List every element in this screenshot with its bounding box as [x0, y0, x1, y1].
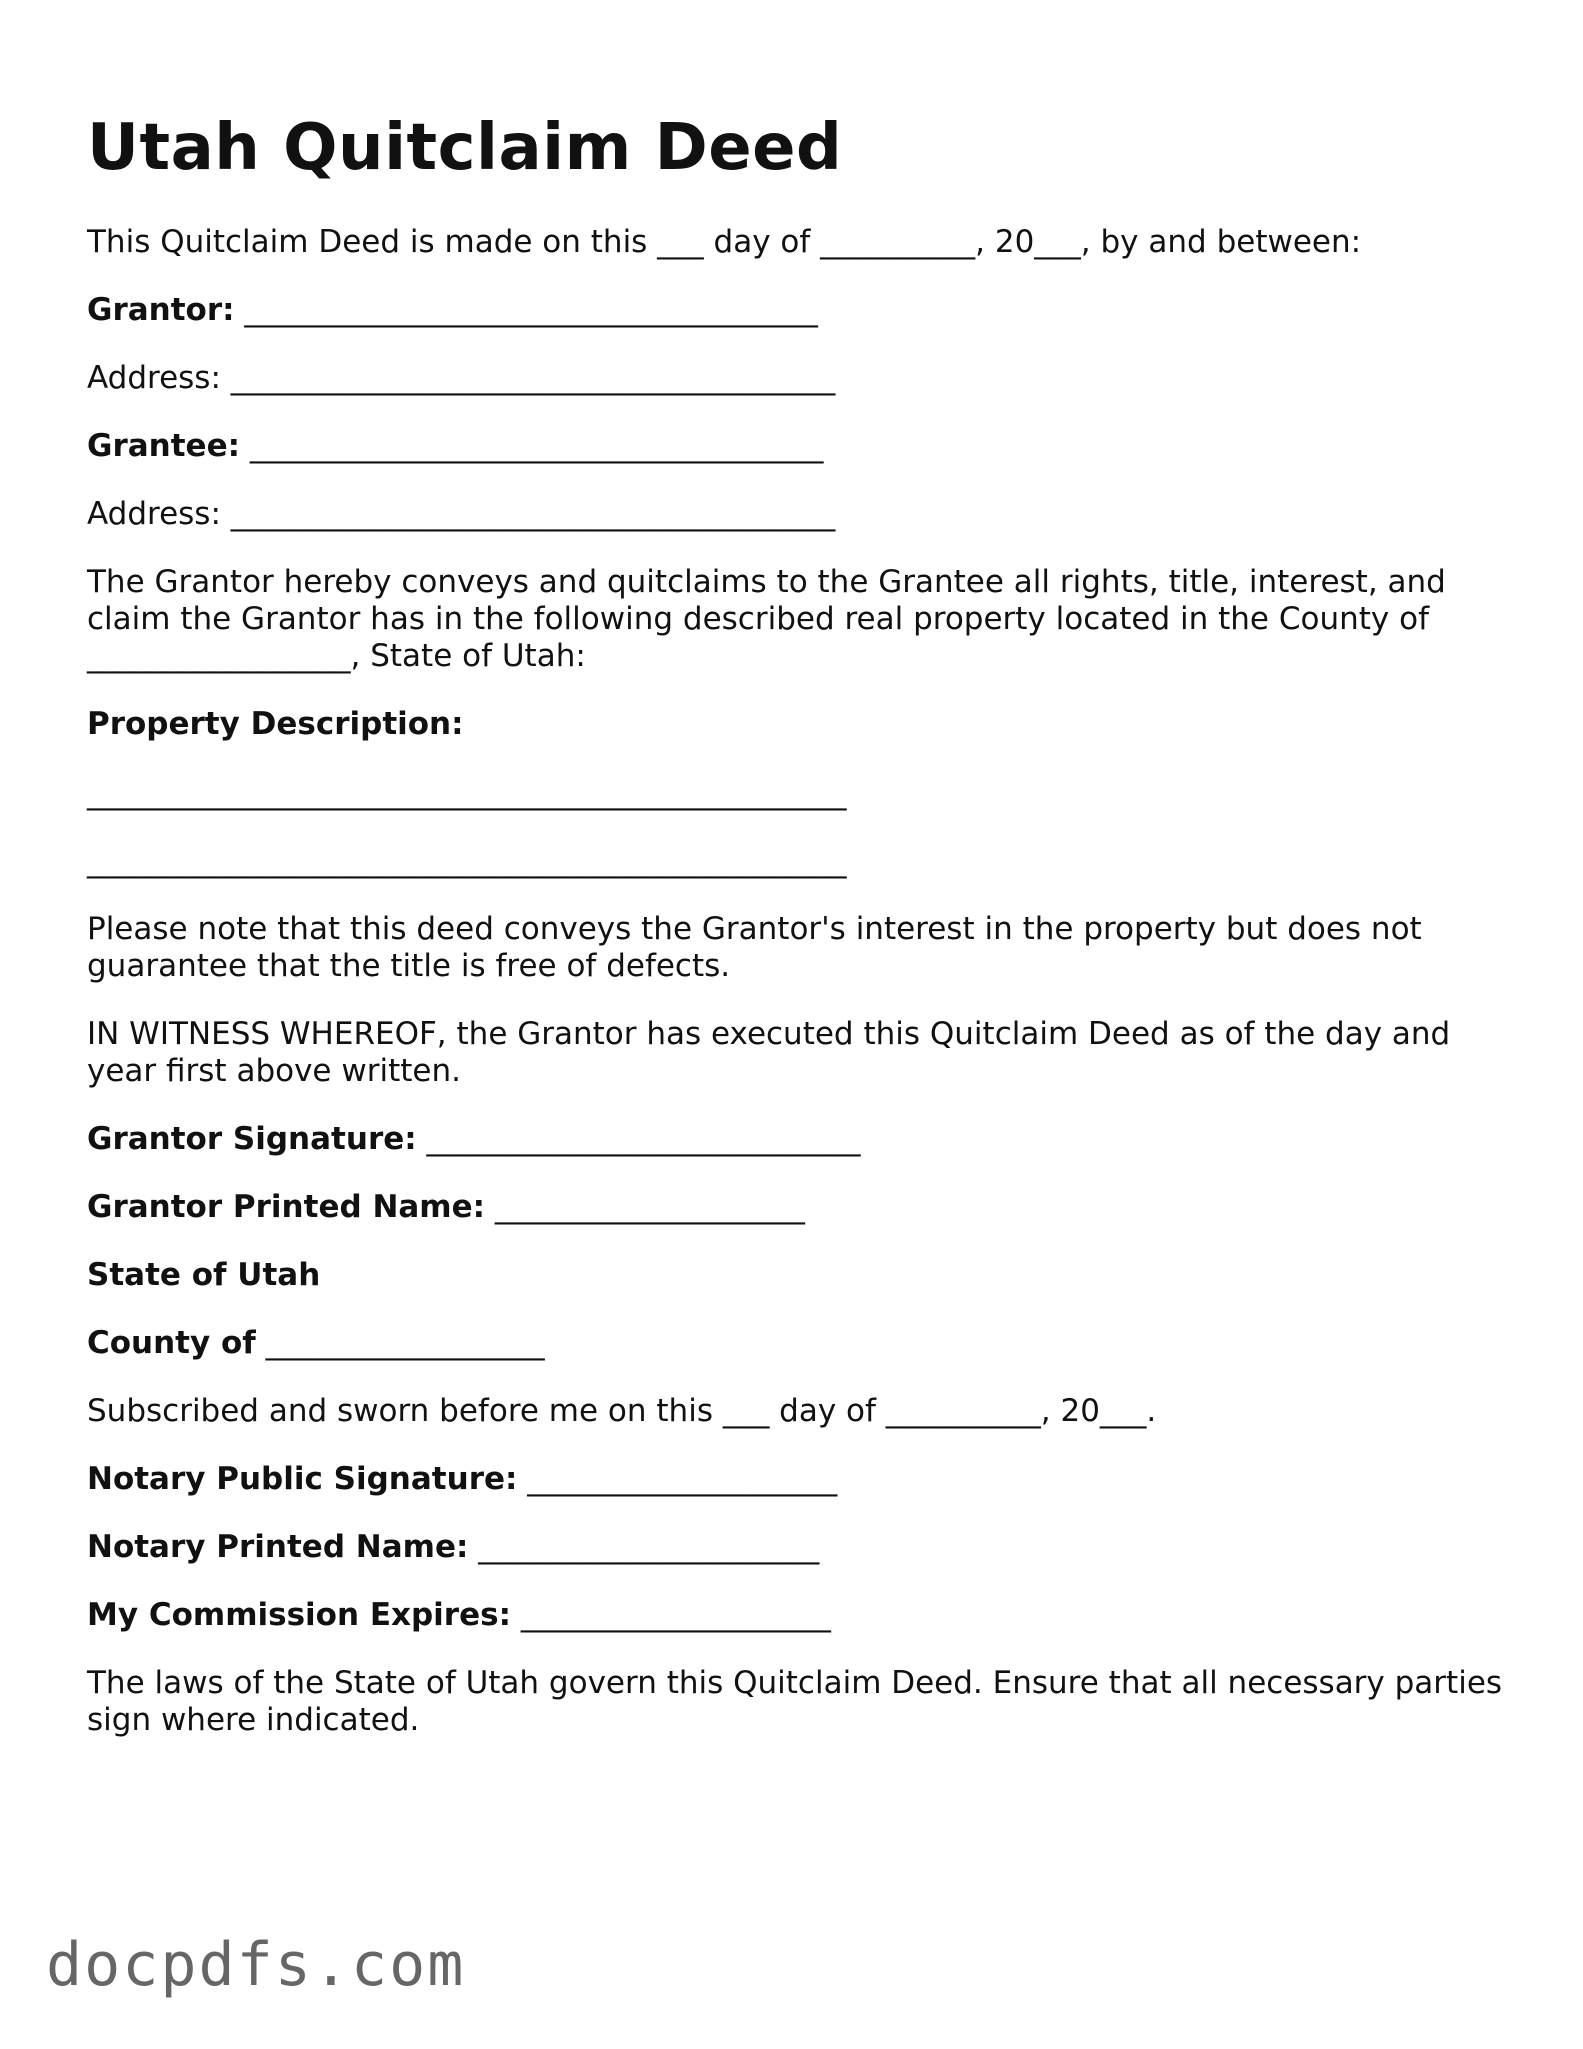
commission-expires-blank: ____________________ [510, 1597, 831, 1633]
county-blank: __________________ [255, 1325, 545, 1361]
grantee-label: Grantee: [87, 428, 240, 464]
property-description-label: Property Description: [87, 706, 464, 742]
subscribed-paragraph: Subscribed and sworn before me on this ___ day of __________, 20___. [87, 1393, 1157, 1429]
grantee-address-blank: _______________________________________ [220, 496, 836, 532]
notary-printed-name-blank: ______________________ [468, 1529, 820, 1565]
county-line [87, 1325, 1517, 1362]
grantee-address-line [87, 496, 1517, 533]
note-paragraph: Please note that this deed conveys the Grantor's interest in the property but does not guarantee that the title is free of defects. [87, 911, 1432, 984]
grantor-label: Grantor: [87, 292, 235, 328]
property-description-line-1: _________________________________________________ [87, 775, 847, 811]
grantor-signature-label: Grantor Signature: [87, 1121, 417, 1157]
grantee-address-label: Address: [87, 496, 221, 532]
grantor-address-line [87, 360, 1517, 397]
grantee-line [87, 428, 1517, 465]
state-label: State of Utah [87, 1257, 321, 1293]
county-label: County of [87, 1325, 256, 1361]
intro-paragraph: This Quitclaim Deed is made on this ___ day of __________, 20___, by and between: [87, 224, 1362, 260]
property-description-line-2: _________________________________________________ [87, 843, 847, 879]
witness-paragraph: IN WITNESS WHEREOF, the Grantor has executed this Quitclaim Deed as of the day and year first above written. [87, 1016, 1461, 1089]
notary-signature-blank: ____________________ [517, 1461, 838, 1497]
commission-expires-line [87, 1597, 1517, 1634]
notary-signature-line [87, 1461, 1517, 1498]
notary-printed-name-label: Notary Printed Name: [87, 1529, 469, 1565]
grantor-printed-name-line [87, 1189, 1517, 1226]
commission-expires-label: My Commission Expires: [87, 1597, 511, 1633]
deed-document [87, 110, 1517, 1770]
grantor-line [87, 292, 1517, 329]
grantor-blank: _____________________________________ [234, 292, 818, 328]
notary-printed-name-line [87, 1529, 1517, 1566]
grantor-signature-blank: ____________________________ [416, 1121, 861, 1157]
grantee-blank: _____________________________________ [240, 428, 824, 464]
conveyance-paragraph: The Grantor hereby conveys and quitclaims to the Grantee all rights, title, interest, and claim the Grantor has in the following described real property located in the County of _________________, State of Utah: [87, 564, 1456, 674]
grantor-address-label: Address: [87, 360, 221, 396]
notary-signature-label: Notary Public Signature: [87, 1461, 518, 1497]
document-title: Utah Quitclaim Deed [87, 111, 843, 185]
grantor-printed-name-label: Grantor Printed Name: [87, 1189, 486, 1225]
grantor-signature-line [87, 1121, 1517, 1158]
watermark-logo: docpdfs.com [46, 1930, 466, 2000]
grantor-address-blank: _______________________________________ [220, 360, 836, 396]
grantor-printed-name-blank: ____________________ [485, 1189, 805, 1225]
governing-law-paragraph: The laws of the State of Utah govern this Quitclaim Deed. Ensure that all necessary parties sign where indicated. [87, 1665, 1512, 1738]
